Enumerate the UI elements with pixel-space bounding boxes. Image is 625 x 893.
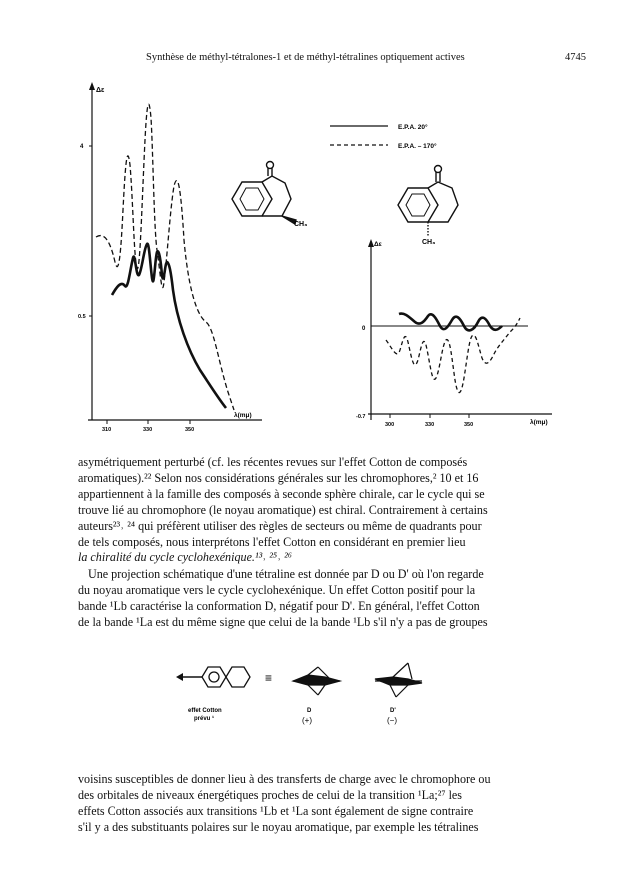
right-x-tick-350: 350 (464, 422, 474, 428)
tetraline-ring-icon (202, 667, 250, 687)
sign-D-prime: (−) (387, 716, 397, 725)
left-dashed-curve (96, 104, 234, 410)
paragraph-2-line-2: du noyau aromatique vers le cycle cyclohexénique. Un effet Cotton positif pour la (78, 582, 476, 597)
left-y-tick-top: 4 (80, 144, 84, 150)
paragraph-1-line-6: de tels composés, nous interprétons l'effet Cotton en considérant en premier lieu (78, 534, 466, 549)
molecule-right (398, 166, 458, 237)
right-x-tick-300: 300 (385, 422, 395, 428)
paragraph-3-line-3: effets Cotton associés aux transitions ¹Lb et ¹La sont également de signe contraire (78, 803, 474, 818)
paragraph-1 (78, 455, 558, 566)
paragraph-3-line-2: des orbitales de niveaux énergétiques proches de celui de la transition ¹La;²⁷ les (78, 787, 463, 802)
sign-D: (+) (302, 716, 312, 725)
paragraph-2-line-4: de la bande ¹La est du même signe que celui de la bande ¹Lb s'il n'y a pas de groupes (78, 614, 488, 629)
paragraph-1-line-1: asymétriquement perturbé (cf. les récentes revues sur l'effet Cotton de composés (78, 455, 468, 469)
tetraline-projection-scheme (150, 655, 470, 755)
right-y-tick-bottom: -0.7 (356, 414, 366, 420)
paragraph-3-line-4: s'il y a des substituants polaires sur le noyau aromatique, par exemple les tétralines (78, 819, 479, 834)
paragraph-3 (78, 772, 558, 836)
cd-spectra-figure (0, 0, 625, 440)
paragraph-1-line-7: la chiralité du cycle cyclohexénique.¹³˒ ²⁵˒ ²⁶ (78, 550, 292, 565)
paragraph-1-line-3: appartiennent à la famille des composés à seconde sphère chirale, car le cycle qui se (78, 486, 485, 501)
molecule-left (232, 162, 296, 225)
label-D: D (307, 708, 312, 714)
page-number: 4745 (565, 52, 586, 63)
right-y-label: Δε (374, 241, 382, 248)
molecule-left-ch3: CH₃ (294, 221, 308, 228)
left-plot (78, 82, 262, 433)
legend (330, 123, 437, 150)
paragraph-1-line-4: trouve lié au chromophore (le noyau aromatique) est chiral. Contrairement à certains (78, 502, 488, 517)
right-plot (356, 239, 552, 428)
left-x-tick-330: 330 (143, 427, 153, 433)
paragraph-3-line-1: voisins susceptibles de donner lieu à des transferts de charge avec le chromophore ou (78, 772, 491, 786)
right-solid-curve (399, 314, 502, 331)
paragraph-2 (78, 567, 558, 631)
label-D-prime: D' (390, 708, 396, 714)
projection-D (293, 667, 340, 695)
right-y-tick-zero: 0 (362, 326, 366, 332)
left-y-label: Δε (96, 87, 105, 94)
caption-effet-cotton: effet Cotton (188, 708, 222, 714)
left-y-arrow (89, 82, 95, 90)
paragraph-1-line-5: auteurs²³˒ ²⁴ qui préfèrent utiliser des règles de secteurs ou même de quadrants pour (78, 518, 482, 533)
header-title: Synthèse de méthyl-tétralones-1 et de méthyl-tétralines optiquement actives (146, 52, 465, 63)
right-x-label: λ(mμ) (530, 419, 548, 426)
projection-D-prime (375, 663, 422, 697)
right-x-tick-330: 330 (425, 422, 435, 428)
caption-prevu: prévu ¹ (194, 716, 215, 722)
paragraph-2-line-1: Une projection schématique d'une tétraline est donnée par D ou D' où l'on regarde (88, 567, 484, 581)
legend-dashed-label: E.P.A. – 170° (398, 143, 437, 150)
left-y-tick-bottom: 0.5 (78, 314, 86, 320)
left-x-label: λ(mμ) (234, 412, 252, 419)
equals-sign: ≡ (265, 671, 273, 685)
molecule-right-ch3: CH₃ (422, 239, 436, 246)
legend-solid-label: E.P.A. 20° (398, 124, 428, 131)
paragraph-1-line-2: aromatiques).²² Selon nos considérations générales sur les chromophores,² 10 et 16 (78, 470, 479, 485)
left-x-tick-350: 350 (185, 427, 195, 433)
left-x-tick-310: 310 (102, 427, 112, 433)
paragraph-2-line-3: bande ¹Lb caractérise la conformation D, négatif pour D'. En général, l'effet Cotton (78, 598, 480, 613)
